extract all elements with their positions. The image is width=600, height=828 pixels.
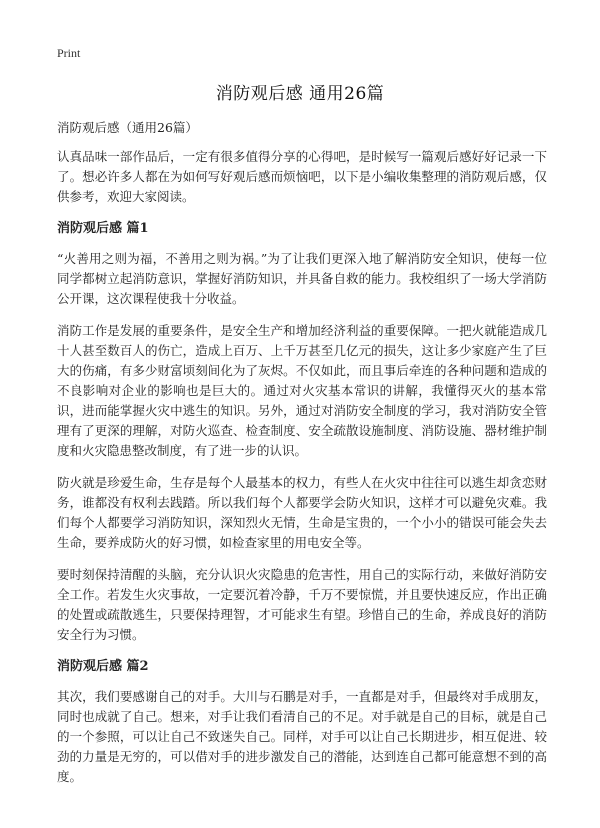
print-link[interactable]: Print: [57, 46, 81, 60]
section-heading: 消防观后感 篇2: [57, 659, 149, 674]
paragraph: 防火就是珍爱生命，生存是每个人最基本的权力，有些人在火灾中往往可以逃生却贪恋财务，谁都没有权利去践踏。所以我们每个人都要学会防火知识，这样才可以避免灾难。我们每个人都要学习消防知识，深知烈火无情，生命是宝贵的，一个小小的错误可能会失去生命，要养成防火的好习惯，如检查家里的用电安全等。: [57, 475, 547, 550]
paragraph: 要时刻保持清醒的头脑，充分认识火灾隐患的危害性，用自己的实际行动，来做好消防安全工作。若发生火灾事故，一定要沉着冷静，千万不要惊慌，并且要快速反应，作出正确的处置或疏散逃生，只要保持理智，才可能求生有望。珍惜自己的生命，养成良好的消防安全行为习惯。: [57, 567, 547, 642]
page-title: 消防观后感 通用26篇: [215, 84, 385, 104]
paragraph: “火善用之则为福，不善用之则为祸。”为了让我们更深入地了解消防安全知识，使每一位同学都树立起消防意识，掌握好消防知识，并具备自救的能力。我校组织了一场大学消防公开课，这次课程使我十分收益。: [57, 251, 547, 306]
paragraph: 消防工作是发展的重要条件，是安全生产和增加经济利益的重要保障。一把火就能造成几十人甚至数百人的伤亡，造成上百万、上千万甚至几亿元的损失，这让多少家庭产生了巨大的伤痛，有多少财富顷刻间化为了灰烬。不仅如此，而且事后牵连的各种问题和造成的不良影响对企业的影响也是巨大的。通过对火灾基本常识的讲解，我懂得灭火的基本常识，进而能掌握火灾中逃生的知识。另外，通过对消防安全制度的学习，我对消防安全管理有了更深的理解，对防火巡查、检查制度、安全疏散设施制度、消防设施、器材维护制度和火灾隐患整改制度，有了进一步的认识。: [57, 323, 547, 458]
document-body: [57, 118, 547, 799]
intro-paragraph: 认真品味一部作品后，一定有很多值得分享的心得吧，是时候写一篇观后感好好记录一下了。想必许多人都在为如何写好观后感而烦恼吧，以下是小编收集整理的消防观后感，仅供参考，欢迎大家阅读。: [57, 149, 547, 204]
document-subtitle: 消防观后感（通用26篇）: [57, 120, 198, 135]
section-heading: 消防观后感 篇1: [57, 221, 149, 236]
paragraph: 其次，我们要感谢自己的对手。大川与石鹏是对手，一直都是对手，但最终对手成朋友，同时也成就了自己。想来，对手让我们看清自己的不足。对手就是自己的目标，就是自己的一个参照，可以让自己不致迷失自己。同样，对手可以让自己长期进步，相互促进、较劲的力量是无穷的，可以借对手的进步激发自己的潜能，达到连自己都可能意想不到的高度。: [57, 689, 547, 784]
